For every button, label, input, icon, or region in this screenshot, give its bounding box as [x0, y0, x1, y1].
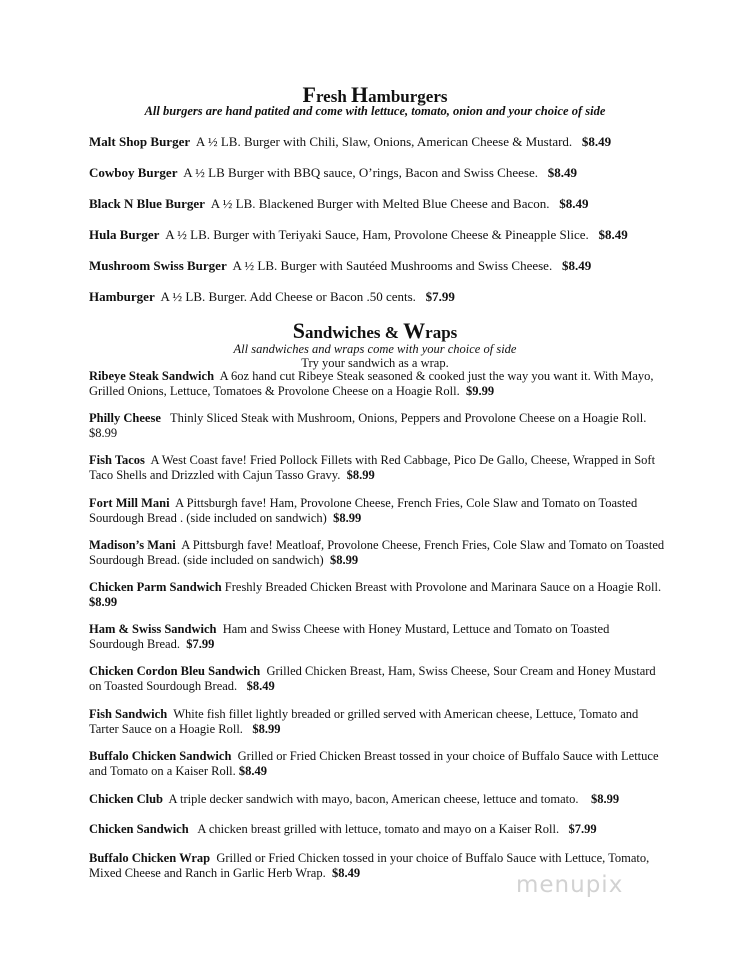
item-name: Chicken Cordon Bleu Sandwich	[89, 664, 261, 678]
item-desc: Grilled Chicken Breast, Ham, Swiss Cheese, Sour Cream and Honey Mustard on Toasted Sourdough Bread.	[89, 664, 656, 693]
item-desc: A ½ LB Burger with BBQ sauce, O’rings, Bacon and Swiss Cheese.	[183, 165, 538, 180]
menu-item	[89, 538, 667, 568]
watermark-logo: menupix	[516, 872, 624, 898]
item-price: $7.99	[568, 822, 597, 836]
item-desc: A ½ LB. Blackened Burger with Melted Blue Cheese and Bacon.	[210, 196, 550, 211]
item-price: $8.99	[89, 595, 118, 609]
item-price: $8.49	[559, 196, 589, 211]
item-desc: A chicken breast grilled with lettuce, tomato and mayo on a Kaiser Roll.	[197, 822, 560, 836]
item-desc: A ½ LB. Burger with Teriyaki Sauce, Ham, Provolone Cheese & Pineapple Slice.	[165, 227, 589, 242]
item-name: Chicken Parm Sandwich	[89, 580, 222, 594]
menu-item	[89, 707, 667, 737]
item-price: $8.49	[581, 134, 612, 149]
item-price: $8.99	[590, 792, 620, 806]
item-desc: A Pittsburgh fave! Ham, Provolone Cheese, French Fries, Cole Slaw and Tomato on Toasted Sourdough Bread . (side included on sandwich)	[89, 496, 638, 525]
item-name: Hamburger	[89, 289, 155, 304]
item-name: Ham & Swiss Sandwich	[89, 622, 217, 636]
item-desc: A ½ LB. Burger with Chili, Slaw, Onions, American Cheese & Mustard.	[195, 134, 573, 149]
item-name: Madison’s Mani	[89, 538, 176, 552]
item-desc: A 6oz hand cut Ribeye Steak seasoned & cooked just the way you want it. With Mayo, Grilled Onions, Lettuce, Tomatoes & Provolone Cheese on a Hoagie Roll.	[89, 369, 654, 398]
wrap-note: Try your sandwich as a wrap.	[301, 356, 449, 370]
item-price: $8.49	[561, 258, 592, 273]
item-name: Fish Tacos	[89, 453, 145, 467]
item-desc: A ½ LB. Burger with Sautéed Mushrooms and Swiss Cheese.	[232, 258, 553, 273]
item-desc: Grilled or Fried Chicken Breast tossed in your choice of Buffalo Sauce with Lettuce and Tomato on a Kaiser Roll.	[89, 749, 659, 778]
item-name: Buffalo Chicken Wrap	[89, 851, 211, 865]
menu-item	[89, 411, 667, 441]
item-price: $8.99	[346, 468, 375, 482]
menu-item	[89, 822, 709, 837]
item-price: $9.99	[465, 384, 495, 398]
menu-item	[89, 749, 667, 779]
item-desc: A Pittsburgh fave! Meatloaf, Provolone Cheese, French Fries, Cole Slaw and Tomato on Toasted Sourdough Bread. (side included on sandwich)	[89, 538, 665, 567]
menu-item	[89, 196, 589, 212]
item-name: Buffalo Chicken Sandwich	[89, 749, 232, 763]
item-name: Chicken Club	[89, 792, 163, 806]
item-desc: Freshly Breaded Chicken Breast with Provolone and Marinara Sauce on a Hoagie Roll.	[224, 580, 662, 594]
item-price: $8.99	[329, 553, 359, 567]
menu-item	[89, 227, 628, 243]
item-price: $8.49	[238, 764, 268, 778]
menu-item	[89, 258, 591, 274]
menu-item	[89, 165, 577, 181]
item-name: Fish Sandwich	[89, 707, 168, 721]
item-name: Philly Cheese	[89, 411, 161, 425]
item-name: Fort Mill Mani	[89, 496, 170, 510]
menu-item	[89, 496, 667, 526]
menu-item	[89, 580, 667, 610]
item-name: Chicken Sandwich	[89, 822, 189, 836]
item-price: $7.99	[186, 637, 215, 651]
menu-item	[89, 369, 667, 399]
item-price: $8.99	[89, 426, 118, 440]
item-desc: Thinly Sliced Steak with Mushroom, Onions, Peppers and Provolone Cheese on a Hoagie Roll.	[170, 411, 647, 425]
item-desc: Grilled or Fried Chicken tossed in your choice of Buffalo Sauce with Lettuce, Tomato, Mixed Cheese and Ranch in Garlic Herb Wrap.	[89, 851, 650, 880]
item-name: Malt Shop Burger	[89, 134, 191, 149]
item-desc: A ½ LB. Burger. Add Cheese or Bacon .50 cents.	[160, 289, 416, 304]
burgers-title: Fresh Hamburgers	[302, 82, 448, 107]
item-price: $7.99	[425, 289, 455, 304]
menu-item	[89, 622, 667, 652]
item-desc: White fish fillet lightly breaded or grilled served with American cheese, Lettuce, Tomato and Tarter Sauce on a Hoagie Roll.	[89, 707, 639, 736]
item-price: $8.99	[252, 722, 281, 736]
menu-item	[89, 289, 455, 305]
menu-item	[89, 664, 667, 694]
menu-item	[89, 792, 709, 807]
item-desc: Ham and Swiss Cheese with Honey Mustard, Lettuce and Tomato on Toasted Sourdough Bread.	[89, 622, 610, 651]
item-desc: A triple decker sandwich with mayo, bacon, American cheese, lettuce and tomato.	[168, 792, 579, 806]
menu-item	[89, 453, 667, 483]
burgers-subtitle: All burgers are hand patited and come with lettuce, tomato, onion and your choice of side	[144, 104, 606, 118]
item-price: $8.49	[331, 866, 361, 880]
menu-item	[89, 134, 611, 150]
item-name: Black N Blue Burger	[89, 196, 205, 211]
item-name: Hula Burger	[89, 227, 160, 242]
item-name: Mushroom Swiss Burger	[89, 258, 227, 273]
item-name: Cowboy Burger	[89, 165, 178, 180]
sandwiches-title: Sandwiches & Wraps	[292, 318, 458, 343]
item-desc: A West Coast fave! Fried Pollock Fillets with Red Cabbage, Pico De Gallo, Cheese, Wrapped in Soft Taco Shells and Drizzled with Cajun Tasso Gravy.	[89, 453, 656, 482]
item-price: $8.49	[547, 165, 577, 180]
item-price: $8.99	[333, 511, 362, 525]
item-name: Ribeye Steak Sandwich	[89, 369, 215, 383]
item-price: $8.49	[246, 679, 275, 693]
item-price: $8.49	[598, 227, 628, 242]
sandwiches-subtitle: All sandwiches and wraps come with your choice of side	[233, 342, 517, 356]
